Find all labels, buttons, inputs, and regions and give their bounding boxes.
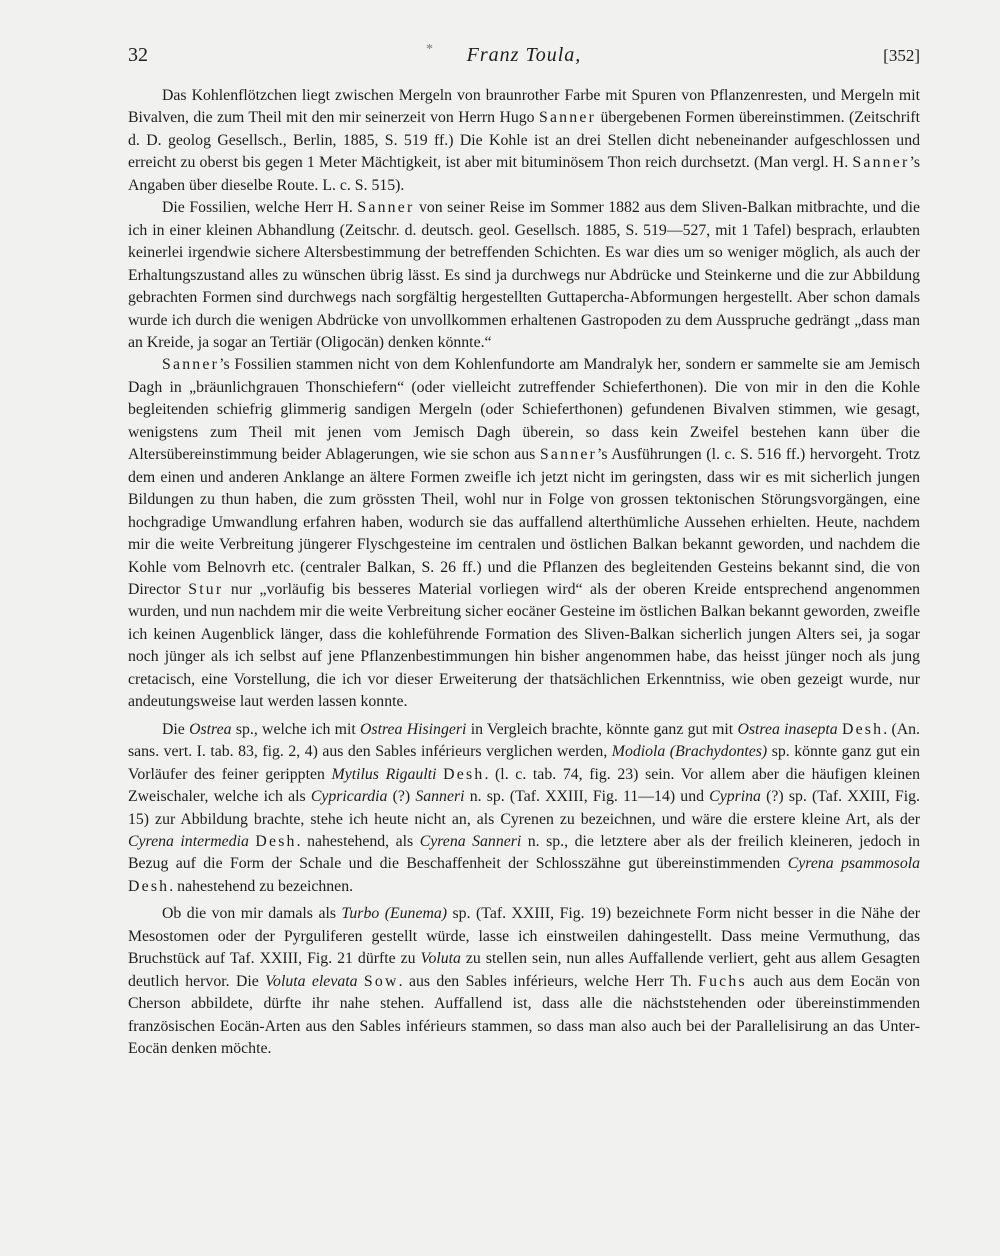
paragraph-5: Ob die von mir damals als Turbo (Eunema) sp. (Taf. XXIII, Fig. 19) bezeichnete Form nicht besser in die Nähe der Mesostomen oder der Pyrguliferen gestellt würde, lasse ich einstweilen dahingestellt. Dass meine Vermuthung, das Bruchstück auf Taf. XXIII, Fig. 21 dürfte zu Voluta zu stellen sein, nun alles Auffallende verliert, geht aus allem Gesagten deutlich hervor. Die Voluta elevata Sow. aus den Sables inférieurs, welche Herr Th. Fuchs auch aus dem Eocän von Cherson abbildete, dürfte ihr nahe stehen. Auffallend ist, dass alle die nächststehenden oder übereinstimmenden französischen Eocän-Arten aus den Sables inférieurs stammen, so dass man also auch bei der Parallelisirung an das Unter-Eocän denken möchte. xyxy=(128,905,920,1058)
paragraph-3: Sanner’s Fossilien stammen nicht von dem Kohlenfundorte am Mandralyk her, sondern er sammelte sie am Jemisch Dagh in „bräunlichgrauen Thonschiefern“ (oder vielleicht zutreffender Schieferthonen). Die von mir in den die Kohle begleitenden schiefrig glimmerig sandigen Mergeln (oder Schieferthonen) gefundenen Bivalven stimmen, wie gesagt, wenigstens zum Theil mit jenen vom Jemisch Dagh überein, so dass kein Zweifel bestehen kann über die Altersübereinstimmung beider Ablagerungen, wie sie schon aus Sanner’s Ausführungen (l. c. S. 516 ff.) hervorgeht. Trotz dem einen und anderen Anklange an ältere Formen zweifle ich jetzt nicht im geringsten, dass wir es mit sicherlich jungen Bildungen zu thun haben, die zum grössten Theil, wohl nur in Folge von grossen tektonischen Störungsvorgängen, eine hochgradige Umwandlung erfahren haben, wodurch sie das auffallend alterthümliche Aussehen erhielten. Heute, nachdem mir die weite Verbreitung jüngerer Flyschgesteine im centralen und östlichen Balkan bekannt geworden, und nachdem die Kohle vom Belnovrh etc. (centraler Balkan, S. 26 ff.) und die Pflanzen des begleitenden Gesteins bekannt sind, die von Director Stur nur „vorläufig bis besseres Material vorliegen wird“ als der oberen Kreide entsprechend angenommen wurden, und nun nachdem mir die weite Verbreitung sicher eocäner Gesteine im östlichen Balkan bekannt geworden, zweifle ich keinen Augenblick länger, dass die kohleführende Formation des Sliven-Balkan sicherlich jungen Alters sei, ja sogar noch jünger als ich selbst auf jene Pflanzenbestimmungen hin bisher angenommen habe, das heisst jünger noch als jung cretacisch, eine Vorstellung, die ich vor dieser Erweiterung der thatsächlichen Erkenntniss, wie oben gezeigt wurde, nur andeutungsweise laut werden lassen konnte. xyxy=(128,356,921,711)
body-text xyxy=(128,85,920,1060)
paragraph-1: Das Kohlenflötzchen liegt zwischen Mergeln von braunrother Farbe mit Spuren von Pflanzenresten, und Mergeln mit Bivalven, die zum Theil mit den mir seinerzeit von Herrn Hugo Sanner übergebenen Formen übereinstimmen. (Zeitschrift d. D. geolog Gesellsch., Berlin, 1885, S. 519 ff.) Die Kohle ist an drei Stellen dicht nebeneinander aufgeschlossen und erreicht zu oberst bis gegen 1 Meter Mächtigkeit, ist aber mit bituminösem Thon reich durchsetzt. (Man vergl. H. Sanner’s Angaben über dieselbe Route. L. c. S. 515). xyxy=(128,87,921,194)
header-mark: * xyxy=(426,42,433,57)
paragraph-4: Die Ostrea sp., welche ich mit Ostrea Hisingeri in Vergleich brachte, könnte ganz gut mit Ostrea inasepta Desh. (An. sans. vert. I. tab. 83, fig. 2, 4) aus den Sables inférieurs verglichen werden, Modiola (Brachydontes) sp. könnte ganz gut ein Vorläufer des feiner gerippten Mytilus Rigaulti Desh. (l. c. tab. 74, fig. 23) sein. Vor allem aber die häufigen kleinen Zweischaler, welche ich als Cypricardia (?) Sanneri n. sp. (Taf. XXIII, Fig. 11—14) und Cyprina (?) sp. (Taf. XXIII, Fig. 15) zur Abbildung brachte, stehe ich heute nicht an, als Cyrenen zu bezeichnen, und wäre die erstere kleine Art, als der Cyrena intermedia Desh. nahestehend, als Cyrena Sanneri n. sp., die letztere aber als der freilich kleineren, jedoch in Bezug auf die Form der Schale und die Beschaffenheit der Schlosszähne gut übereinstimmenden Cyrena psammosola Desh. nahestehend zu bezeichnen. xyxy=(128,720,921,895)
original-page-ref: [352] xyxy=(883,46,920,65)
running-title: Franz Toula, xyxy=(466,44,582,66)
paragraph-2: Die Fossilien, welche Herr H. Sanner von seiner Reise im Sommer 1882 aus dem Sliven-Balkan mitbrachte, und die ich in einer kleinen Abhandlung (Zeitschr. d. deutsch. geol. Gesellsch. 1885, S. 519—527, mit 1 Tafel) besprach, erlaubten keinerlei irgendwie sichere Altersbestimmung der betreffenden Schichten. Es war dies um so weniger möglich, als auch der Erhaltungszustand alles zu wünschen übrig lässt. Es sind ja durchwegs nur Abdrücke und Steinkerne und die zur Abbildung gebrachten Formen sind durchwegs nach sorgfältig hergestellten Guttapercha-Abformungen hergestellt. Aber schon damals wurde ich durch die wenigen Abdrücke von unvollkommen erhaltenen Gastropoden zu dem Ausspruche gedrängt „dass man an Kreide, ja sogar an Tertiär (Oligocän) denken könnte.“ xyxy=(128,199,920,351)
running-header xyxy=(128,44,920,74)
page-number: 32 xyxy=(128,44,148,66)
